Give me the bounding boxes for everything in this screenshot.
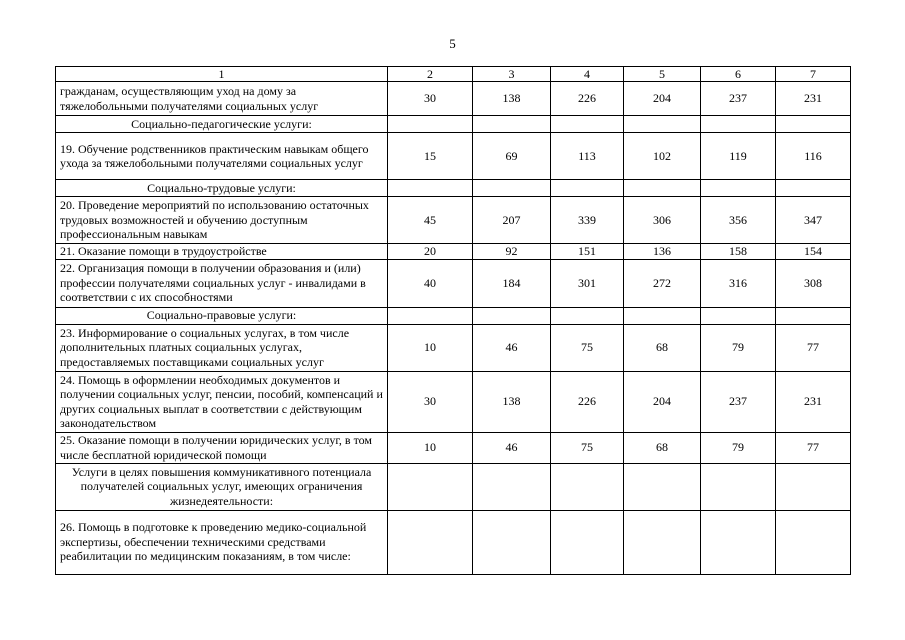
value-cell: 316 [701, 259, 776, 307]
value-cell [473, 463, 551, 510]
table-row [56, 82, 851, 116]
table-row [56, 133, 851, 180]
services-table [55, 66, 851, 575]
value-cell: 75 [551, 432, 624, 463]
value-cell [624, 116, 701, 133]
value-cell: 45 [388, 197, 473, 244]
service-description: гражданам, осуществляющим уход на дому за тяжелобольными получателями социальных услуг [56, 82, 388, 116]
service-description: 21. Оказание помощи в трудоустройстве [56, 244, 388, 260]
value-cell [701, 463, 776, 510]
value-cell [473, 307, 551, 324]
value-cell [701, 116, 776, 133]
section-title: Социально-трудовые услуги: [56, 180, 388, 197]
table-row [56, 259, 851, 307]
value-cell: 102 [624, 133, 701, 180]
value-cell [473, 180, 551, 197]
value-cell [624, 180, 701, 197]
value-cell: 231 [776, 82, 851, 116]
value-cell: 231 [776, 371, 851, 432]
table-header-row [56, 67, 851, 82]
value-cell: 226 [551, 371, 624, 432]
value-cell [776, 116, 851, 133]
value-cell [701, 510, 776, 574]
value-cell: 308 [776, 259, 851, 307]
section-header-row [56, 116, 851, 133]
value-cell [701, 180, 776, 197]
value-cell [551, 463, 624, 510]
value-cell [551, 116, 624, 133]
value-cell [388, 116, 473, 133]
value-cell: 20 [388, 244, 473, 260]
value-cell: 92 [473, 244, 551, 260]
value-cell [701, 307, 776, 324]
table-row [56, 244, 851, 260]
column-header: 5 [624, 67, 701, 82]
service-description: 22. Организация помощи в получении образования и (или) профессии получателями социальных услуг - инвалидами в соответствии с их способностями [56, 259, 388, 307]
value-cell: 138 [473, 82, 551, 116]
value-cell [551, 510, 624, 574]
table-row [56, 371, 851, 432]
column-header: 4 [551, 67, 624, 82]
value-cell: 151 [551, 244, 624, 260]
value-cell: 184 [473, 259, 551, 307]
value-cell: 272 [624, 259, 701, 307]
value-cell: 79 [701, 324, 776, 371]
value-cell [624, 307, 701, 324]
value-cell: 204 [624, 371, 701, 432]
value-cell: 15 [388, 133, 473, 180]
table-row [56, 324, 851, 371]
value-cell: 75 [551, 324, 624, 371]
value-cell [624, 463, 701, 510]
value-cell: 237 [701, 371, 776, 432]
value-cell [624, 510, 701, 574]
column-header: 6 [701, 67, 776, 82]
value-cell: 30 [388, 82, 473, 116]
value-cell: 68 [624, 432, 701, 463]
value-cell [776, 510, 851, 574]
service-description: 26. Помощь в подготовке к проведению медико-социальной экспертизы, обеспечении техническими средствами реабилитации по медицинским показаниям, в том числе: [56, 510, 388, 574]
value-cell: 40 [388, 259, 473, 307]
column-header: 7 [776, 67, 851, 82]
table-row [56, 432, 851, 463]
column-header: 1 [56, 67, 388, 82]
section-title: Услуги в целях повышения коммуникативного потенциала получателей социальных услуг, имеющих ограничения жизнедеятельности: [56, 463, 388, 510]
value-cell: 237 [701, 82, 776, 116]
service-description: 24. Помощь в оформлении необходимых документов и получении социальных услуг, пенсии, пособий, компенсаций и других социальных выплат в соответствии с действующим законодательством [56, 371, 388, 432]
value-cell: 301 [551, 259, 624, 307]
service-description: 25. Оказание помощи в получении юридических услуг, в том числе бесплатной юридической помощи [56, 432, 388, 463]
value-cell [388, 180, 473, 197]
value-cell: 46 [473, 324, 551, 371]
value-cell: 306 [624, 197, 701, 244]
value-cell: 204 [624, 82, 701, 116]
column-header: 3 [473, 67, 551, 82]
value-cell: 69 [473, 133, 551, 180]
value-cell: 136 [624, 244, 701, 260]
value-cell: 30 [388, 371, 473, 432]
value-cell [776, 307, 851, 324]
value-cell [776, 180, 851, 197]
value-cell: 79 [701, 432, 776, 463]
value-cell [388, 307, 473, 324]
value-cell: 10 [388, 324, 473, 371]
value-cell: 356 [701, 197, 776, 244]
value-cell: 138 [473, 371, 551, 432]
page-number: 5 [449, 36, 456, 51]
value-cell: 207 [473, 197, 551, 244]
value-cell: 158 [701, 244, 776, 260]
value-cell: 339 [551, 197, 624, 244]
value-cell: 226 [551, 82, 624, 116]
section-header-row [56, 180, 851, 197]
value-cell [388, 463, 473, 510]
value-cell [776, 463, 851, 510]
service-description: 23. Информирование о социальных услугах, в том числе дополнительных платных социальных услугах, предоставляемых поставщиками социальных услуг [56, 324, 388, 371]
value-cell: 347 [776, 197, 851, 244]
service-description: 19. Обучение родственников практическим навыкам общего ухода за тяжелобольными получателями социальных услуг [56, 133, 388, 180]
service-description: 20. Проведение мероприятий по использованию остаточных трудовых возможностей и обучению доступным профессиональным навыкам [56, 197, 388, 244]
value-cell: 68 [624, 324, 701, 371]
table-row [56, 510, 851, 574]
table-row [56, 197, 851, 244]
section-title: Социально-правовые услуги: [56, 307, 388, 324]
value-cell: 119 [701, 133, 776, 180]
value-cell: 154 [776, 244, 851, 260]
section-title: Социально-педагогические услуги: [56, 116, 388, 133]
value-cell: 113 [551, 133, 624, 180]
column-header: 2 [388, 67, 473, 82]
section-header-row [56, 463, 851, 510]
value-cell: 46 [473, 432, 551, 463]
section-header-row [56, 307, 851, 324]
value-cell: 116 [776, 133, 851, 180]
value-cell [551, 180, 624, 197]
value-cell [551, 307, 624, 324]
value-cell [473, 510, 551, 574]
value-cell: 77 [776, 432, 851, 463]
value-cell [473, 116, 551, 133]
value-cell: 77 [776, 324, 851, 371]
value-cell: 10 [388, 432, 473, 463]
value-cell [388, 510, 473, 574]
